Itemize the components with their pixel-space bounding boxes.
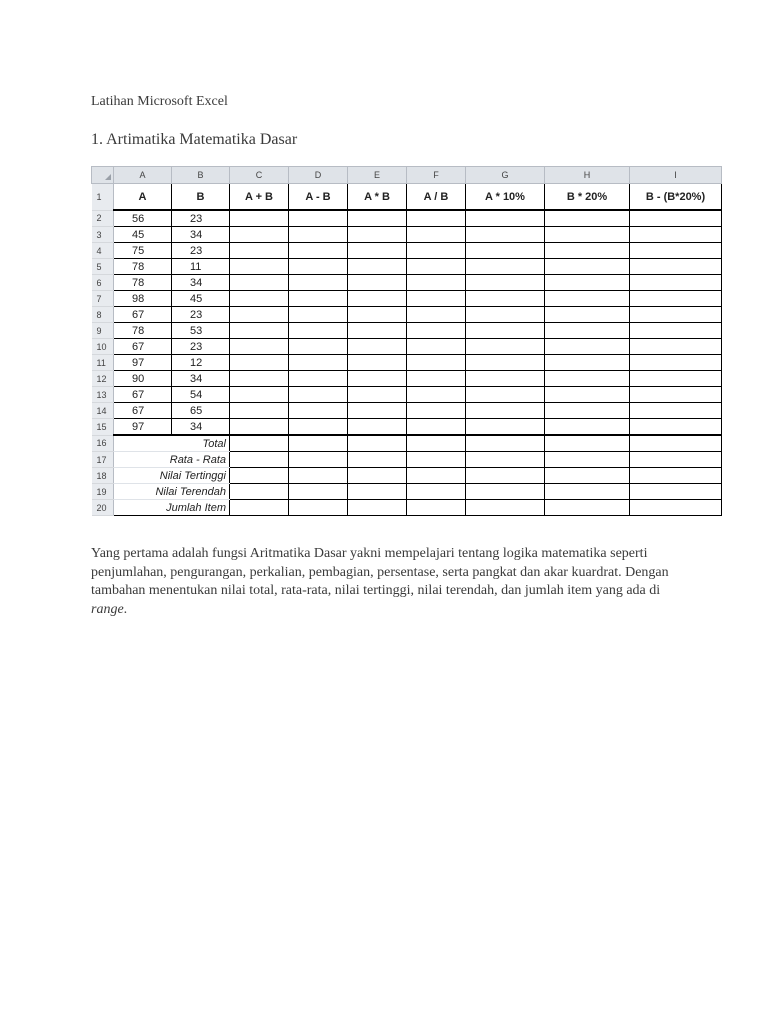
summary-row bbox=[92, 435, 722, 452]
header-cell-a-div-b[interactable]: A / B bbox=[407, 184, 466, 211]
cell-f[interactable] bbox=[407, 371, 466, 387]
cell-e[interactable] bbox=[348, 259, 407, 275]
cell-h[interactable] bbox=[545, 323, 630, 339]
cell-c[interactable] bbox=[230, 387, 289, 403]
cell-g[interactable] bbox=[466, 403, 545, 419]
cell-c[interactable] bbox=[230, 403, 289, 419]
cell-c[interactable] bbox=[230, 419, 289, 436]
cell-g[interactable] bbox=[466, 323, 545, 339]
row-number[interactable]: 20 bbox=[92, 500, 114, 516]
cell-h[interactable] bbox=[545, 307, 630, 323]
cell-h[interactable] bbox=[545, 243, 630, 259]
summary-label[interactable]: Nilai Terendah bbox=[114, 484, 230, 500]
cell-i[interactable] bbox=[630, 307, 722, 323]
cell-e[interactable] bbox=[348, 291, 407, 307]
table-row bbox=[92, 210, 722, 227]
column-header-d[interactable]: D bbox=[289, 167, 348, 184]
cell-i[interactable] bbox=[630, 403, 722, 419]
cell-e[interactable] bbox=[348, 355, 407, 371]
table-row bbox=[92, 323, 722, 339]
row-number[interactable]: 8 bbox=[92, 307, 114, 323]
cell-c[interactable] bbox=[230, 323, 289, 339]
summary-row bbox=[92, 452, 722, 468]
cell-b[interactable]: 65 bbox=[172, 403, 230, 419]
cell-c[interactable] bbox=[230, 371, 289, 387]
cell-e[interactable] bbox=[348, 435, 407, 452]
row-number[interactable]: 13 bbox=[92, 387, 114, 403]
cell-i[interactable] bbox=[630, 227, 722, 243]
cell-f[interactable] bbox=[407, 210, 466, 227]
cell-i[interactable] bbox=[630, 468, 722, 484]
cell-h[interactable] bbox=[545, 468, 630, 484]
summary-label[interactable]: Rata - Rata bbox=[114, 452, 230, 468]
cell-e[interactable] bbox=[348, 387, 407, 403]
header-cell-a-minus-b[interactable]: A - B bbox=[289, 184, 348, 211]
cell-c[interactable] bbox=[230, 243, 289, 259]
cell-i[interactable] bbox=[630, 387, 722, 403]
cell-e[interactable] bbox=[348, 339, 407, 355]
cell-i[interactable] bbox=[630, 323, 722, 339]
cell-f[interactable] bbox=[407, 323, 466, 339]
row-number[interactable]: 5 bbox=[92, 259, 114, 275]
cell-a[interactable]: 67 bbox=[114, 307, 172, 323]
header-cell-b-minus-20pct[interactable]: B - (B*20%) bbox=[630, 184, 722, 211]
cell-a[interactable]: 45 bbox=[114, 227, 172, 243]
paragraph-text: Yang pertama adalah fungsi Aritmatika Dasar yakni mempelajari tentang logika matematika seperti penjumlahan, pengurangan, perkalian, pembagian, persentase, serta pangkat dan akar kuardrat. Dengan tambahan menentukan nilai total, rata-rata, nilai tertinggi, nilai terendah, dan jumlah item yang ada di bbox=[91, 546, 669, 598]
cell-e[interactable] bbox=[348, 403, 407, 419]
cell-g[interactable] bbox=[466, 468, 545, 484]
cell-f[interactable] bbox=[407, 259, 466, 275]
header-cell-a-times-b[interactable]: A * B bbox=[348, 184, 407, 211]
document-title: Latihan Microsoft Excel bbox=[91, 94, 228, 109]
cell-d[interactable] bbox=[289, 500, 348, 516]
cell-f[interactable] bbox=[407, 500, 466, 516]
cell-d[interactable] bbox=[289, 419, 348, 436]
cell-i[interactable] bbox=[630, 484, 722, 500]
row-number[interactable]: 17 bbox=[92, 452, 114, 468]
cell-f[interactable] bbox=[407, 291, 466, 307]
cell-c[interactable] bbox=[230, 452, 289, 468]
cell-d[interactable] bbox=[289, 403, 348, 419]
column-header-c[interactable]: C bbox=[230, 167, 289, 184]
row-number[interactable]: 3 bbox=[92, 227, 114, 243]
cell-e[interactable] bbox=[348, 243, 407, 259]
header-row bbox=[92, 184, 722, 211]
cell-c[interactable] bbox=[230, 259, 289, 275]
header-cell-a-10pct[interactable]: A * 10% bbox=[466, 184, 545, 211]
cell-i[interactable] bbox=[630, 275, 722, 291]
summary-row bbox=[92, 468, 722, 484]
cell-g[interactable] bbox=[466, 371, 545, 387]
cell-a[interactable]: 97 bbox=[114, 419, 172, 436]
cell-d[interactable] bbox=[289, 210, 348, 227]
cell-d[interactable] bbox=[289, 387, 348, 403]
cell-e[interactable] bbox=[348, 210, 407, 227]
cell-d[interactable] bbox=[289, 371, 348, 387]
cell-f[interactable] bbox=[407, 468, 466, 484]
column-header-f[interactable]: F bbox=[407, 167, 466, 184]
cell-h[interactable] bbox=[545, 419, 630, 436]
summary-row bbox=[92, 500, 722, 516]
cell-h[interactable] bbox=[545, 387, 630, 403]
cell-a[interactable]: 97 bbox=[114, 355, 172, 371]
row-number[interactable]: 11 bbox=[92, 355, 114, 371]
cell-e[interactable] bbox=[348, 323, 407, 339]
cell-g[interactable] bbox=[466, 275, 545, 291]
cell-h[interactable] bbox=[545, 210, 630, 227]
cell-f[interactable] bbox=[407, 339, 466, 355]
column-header-a[interactable]: A bbox=[114, 167, 172, 184]
cell-b[interactable]: 34 bbox=[172, 419, 230, 436]
cell-e[interactable] bbox=[348, 227, 407, 243]
cell-a[interactable]: 67 bbox=[114, 403, 172, 419]
cell-f[interactable] bbox=[407, 307, 466, 323]
cell-i[interactable] bbox=[630, 243, 722, 259]
summary-row bbox=[92, 484, 722, 500]
cell-e[interactable] bbox=[348, 468, 407, 484]
cell-a[interactable]: 78 bbox=[114, 323, 172, 339]
cell-b[interactable]: 23 bbox=[172, 339, 230, 355]
table-row bbox=[92, 275, 722, 291]
cell-d[interactable] bbox=[289, 259, 348, 275]
table-row bbox=[92, 371, 722, 387]
cell-i[interactable] bbox=[630, 259, 722, 275]
cell-g[interactable] bbox=[466, 243, 545, 259]
description-paragraph bbox=[91, 545, 671, 619]
cell-f[interactable] bbox=[407, 452, 466, 468]
header-cell-b[interactable]: B bbox=[172, 184, 230, 211]
cell-f[interactable] bbox=[407, 484, 466, 500]
row-number[interactable]: 9 bbox=[92, 323, 114, 339]
cell-a[interactable]: 67 bbox=[114, 339, 172, 355]
cell-g[interactable] bbox=[466, 259, 545, 275]
column-header-row bbox=[92, 167, 722, 184]
table-row bbox=[92, 227, 722, 243]
cell-b[interactable]: 11 bbox=[172, 259, 230, 275]
cell-f[interactable] bbox=[407, 419, 466, 436]
cell-i[interactable] bbox=[630, 371, 722, 387]
cell-c[interactable] bbox=[230, 275, 289, 291]
cell-g[interactable] bbox=[466, 227, 545, 243]
cell-d[interactable] bbox=[289, 484, 348, 500]
table-row bbox=[92, 307, 722, 323]
row-number[interactable]: 18 bbox=[92, 468, 114, 484]
cell-f[interactable] bbox=[407, 227, 466, 243]
table-row bbox=[92, 291, 722, 307]
cell-d[interactable] bbox=[289, 468, 348, 484]
cell-d[interactable] bbox=[289, 243, 348, 259]
cell-e[interactable] bbox=[348, 275, 407, 291]
table-row bbox=[92, 355, 722, 371]
cell-g[interactable] bbox=[466, 291, 545, 307]
cell-i[interactable] bbox=[630, 210, 722, 227]
cell-e[interactable] bbox=[348, 484, 407, 500]
table-row bbox=[92, 339, 722, 355]
header-cell-a-plus-b[interactable]: A + B bbox=[230, 184, 289, 211]
cell-i[interactable] bbox=[630, 339, 722, 355]
cell-c[interactable] bbox=[230, 227, 289, 243]
cell-h[interactable] bbox=[545, 275, 630, 291]
row-number[interactable]: 16 bbox=[92, 435, 114, 452]
cell-d[interactable] bbox=[289, 227, 348, 243]
table-row bbox=[92, 387, 722, 403]
column-header-g[interactable]: G bbox=[466, 167, 545, 184]
cell-b[interactable]: 53 bbox=[172, 323, 230, 339]
column-header-i[interactable]: I bbox=[630, 167, 722, 184]
cell-c[interactable] bbox=[230, 291, 289, 307]
cell-h[interactable] bbox=[545, 403, 630, 419]
cell-d[interactable] bbox=[289, 307, 348, 323]
cell-i[interactable] bbox=[630, 419, 722, 436]
row-number[interactable]: 10 bbox=[92, 339, 114, 355]
cell-a[interactable]: 78 bbox=[114, 259, 172, 275]
select-all-corner[interactable] bbox=[92, 167, 114, 184]
row-number[interactable]: 14 bbox=[92, 403, 114, 419]
cell-b[interactable]: 23 bbox=[172, 307, 230, 323]
row-number[interactable]: 7 bbox=[92, 291, 114, 307]
cell-d[interactable] bbox=[289, 435, 348, 452]
cell-b[interactable]: 45 bbox=[172, 291, 230, 307]
cell-b[interactable]: 34 bbox=[172, 227, 230, 243]
cell-g[interactable] bbox=[466, 419, 545, 436]
cell-c[interactable] bbox=[230, 339, 289, 355]
table-row bbox=[92, 259, 722, 275]
row-number[interactable]: 6 bbox=[92, 275, 114, 291]
cell-h[interactable] bbox=[545, 339, 630, 355]
row-number[interactable]: 15 bbox=[92, 419, 114, 436]
cell-g[interactable] bbox=[466, 307, 545, 323]
cell-e[interactable] bbox=[348, 307, 407, 323]
column-header-h[interactable]: H bbox=[545, 167, 630, 184]
cell-i[interactable] bbox=[630, 435, 722, 452]
cell-b[interactable]: 54 bbox=[172, 387, 230, 403]
cell-h[interactable] bbox=[545, 291, 630, 307]
cell-g[interactable] bbox=[466, 387, 545, 403]
table-row bbox=[92, 419, 722, 436]
cell-d[interactable] bbox=[289, 291, 348, 307]
cell-e[interactable] bbox=[348, 419, 407, 436]
cell-d[interactable] bbox=[289, 355, 348, 371]
cell-g[interactable] bbox=[466, 210, 545, 227]
cell-g[interactable] bbox=[466, 435, 545, 452]
row-number[interactable]: 12 bbox=[92, 371, 114, 387]
cell-a[interactable]: 90 bbox=[114, 371, 172, 387]
table-row bbox=[92, 243, 722, 259]
cell-h[interactable] bbox=[545, 500, 630, 516]
cell-h[interactable] bbox=[545, 227, 630, 243]
cell-e[interactable] bbox=[348, 371, 407, 387]
row-number[interactable]: 19 bbox=[92, 484, 114, 500]
cell-b[interactable]: 12 bbox=[172, 355, 230, 371]
cell-a[interactable]: 98 bbox=[114, 291, 172, 307]
summary-label[interactable]: Nilai Tertinggi bbox=[114, 468, 230, 484]
cell-i[interactable] bbox=[630, 500, 722, 516]
cell-d[interactable] bbox=[289, 323, 348, 339]
summary-rows bbox=[92, 435, 722, 516]
table-row bbox=[92, 403, 722, 419]
cell-g[interactable] bbox=[466, 339, 545, 355]
header-cell-a[interactable]: A bbox=[114, 184, 172, 211]
cell-g[interactable] bbox=[466, 355, 545, 371]
cell-i[interactable] bbox=[630, 291, 722, 307]
cell-b[interactable]: 34 bbox=[172, 371, 230, 387]
cell-b[interactable]: 23 bbox=[172, 210, 230, 227]
paragraph-emphasis: range bbox=[91, 601, 124, 617]
cell-h[interactable] bbox=[545, 355, 630, 371]
row-number[interactable]: 1 bbox=[92, 184, 114, 211]
cell-e[interactable] bbox=[348, 452, 407, 468]
paragraph-end: . bbox=[123, 601, 128, 617]
cell-b[interactable]: 23 bbox=[172, 243, 230, 259]
data-rows bbox=[92, 210, 722, 435]
row-number[interactable]: 4 bbox=[92, 243, 114, 259]
cell-h[interactable] bbox=[545, 452, 630, 468]
cell-h[interactable] bbox=[545, 371, 630, 387]
cell-f[interactable] bbox=[407, 355, 466, 371]
cell-c[interactable] bbox=[230, 468, 289, 484]
cell-c[interactable] bbox=[230, 355, 289, 371]
cell-c[interactable] bbox=[230, 500, 289, 516]
cell-c[interactable] bbox=[230, 307, 289, 323]
cell-a[interactable]: 78 bbox=[114, 275, 172, 291]
section-heading: 1. Artimatika Matematika Dasar bbox=[91, 131, 298, 148]
spreadsheet-table bbox=[91, 166, 722, 516]
cell-g[interactable] bbox=[466, 484, 545, 500]
summary-label[interactable]: Total bbox=[114, 435, 230, 452]
cell-c[interactable] bbox=[230, 484, 289, 500]
cell-h[interactable] bbox=[545, 435, 630, 452]
cell-h[interactable] bbox=[545, 259, 630, 275]
cell-d[interactable] bbox=[289, 452, 348, 468]
header-cell-b-20pct[interactable]: B * 20% bbox=[545, 184, 630, 211]
cell-e[interactable] bbox=[348, 500, 407, 516]
cell-i[interactable] bbox=[630, 452, 722, 468]
cell-g[interactable] bbox=[466, 452, 545, 468]
cell-g[interactable] bbox=[466, 500, 545, 516]
cell-f[interactable] bbox=[407, 403, 466, 419]
cell-c[interactable] bbox=[230, 210, 289, 227]
cell-f[interactable] bbox=[407, 243, 466, 259]
column-header-b[interactable]: B bbox=[172, 167, 230, 184]
cell-a[interactable]: 56 bbox=[114, 210, 172, 227]
cell-c[interactable] bbox=[230, 435, 289, 452]
cell-a[interactable]: 67 bbox=[114, 387, 172, 403]
column-header-e[interactable]: E bbox=[348, 167, 407, 184]
cell-f[interactable] bbox=[407, 435, 466, 452]
summary-label[interactable]: Jumlah Item bbox=[114, 500, 230, 516]
cell-f[interactable] bbox=[407, 387, 466, 403]
cell-d[interactable] bbox=[289, 339, 348, 355]
cell-f[interactable] bbox=[407, 275, 466, 291]
cell-i[interactable] bbox=[630, 355, 722, 371]
cell-h[interactable] bbox=[545, 484, 630, 500]
row-number[interactable]: 2 bbox=[92, 210, 114, 227]
cell-b[interactable]: 34 bbox=[172, 275, 230, 291]
cell-d[interactable] bbox=[289, 275, 348, 291]
cell-a[interactable]: 75 bbox=[114, 243, 172, 259]
